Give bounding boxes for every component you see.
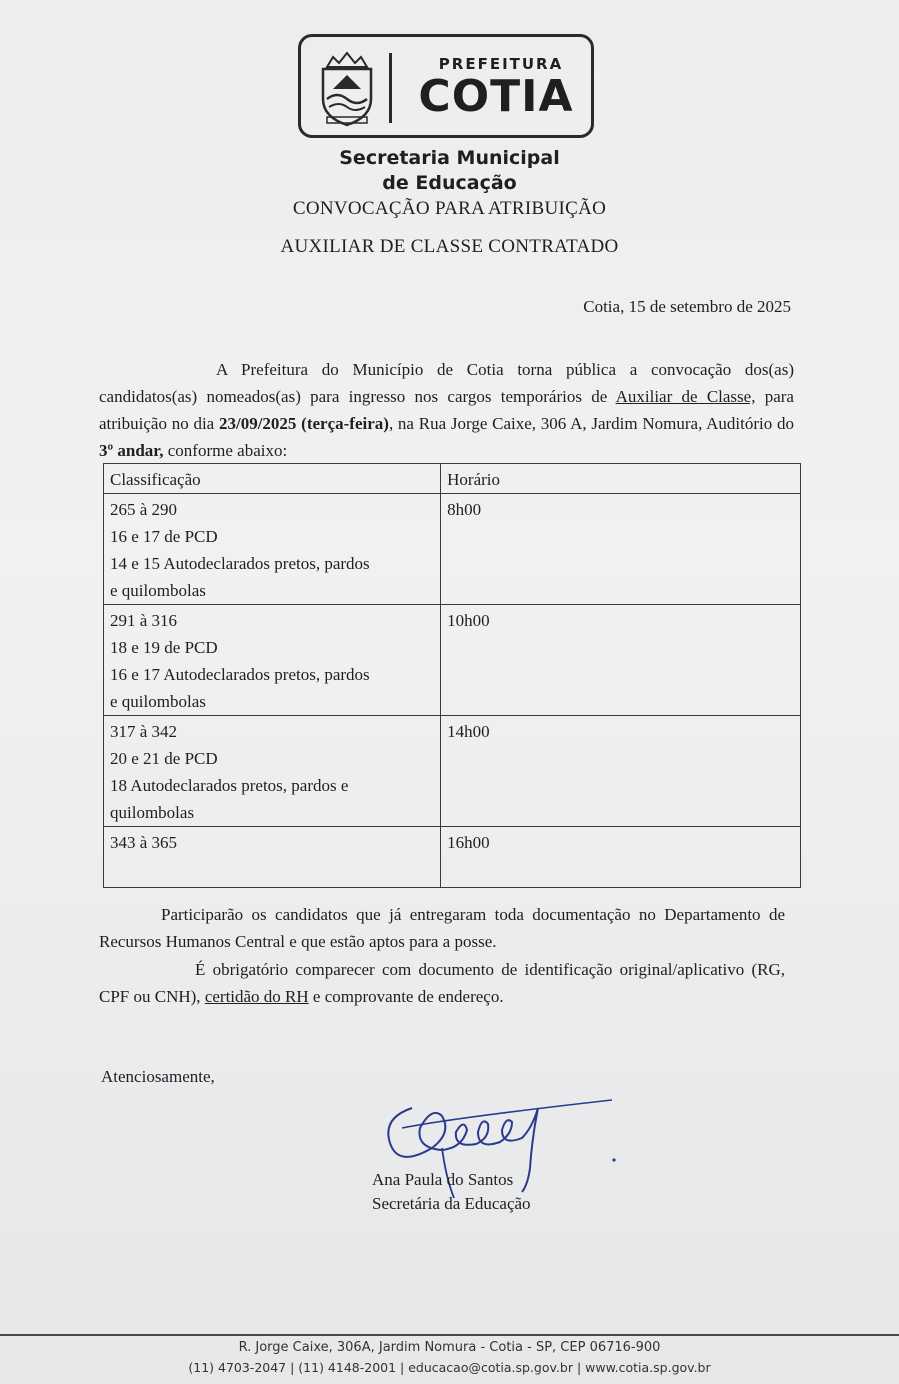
classificacao-line: 317 à 342 — [110, 722, 178, 741]
intro-text-4: conforme abaixo: — [163, 441, 288, 460]
classificacao-line: 16 e 17 Autodeclarados pretos, pardos — [110, 665, 370, 684]
signer-name: Ana Paula do Santos — [372, 1170, 514, 1189]
document-date: Cotia, 15 de setembro de 2025 — [583, 297, 791, 316]
requirements-text-1: É obrigatório comparecer com documento de identificação original/aplicativo (RG, CPF ou CNH), — [99, 960, 785, 1006]
signer-block — [372, 1168, 531, 1216]
horario-cell: 14h00 — [441, 716, 801, 827]
classificacao-line: 18 e 19 de PCD — [110, 638, 218, 657]
heading-convocacao: CONVOCAÇÃO PARA ATRIBUIÇÃO — [292, 198, 607, 219]
intro-floor: 3º andar, — [99, 441, 164, 460]
classificacao-line: e quilombolas — [110, 581, 206, 600]
signer-title: Secretária da Educação — [372, 1194, 531, 1213]
logo-divider — [389, 53, 392, 123]
closing-text: Atenciosamente, — [101, 1067, 215, 1086]
secretaria-line1: Secretaria Municipal — [339, 147, 560, 169]
eligibility-paragraph: Participarão os candidatos que já entregaram toda documentação no Departamento de Recursos Humanos Central e que estão aptos para a posse. — [99, 905, 785, 951]
footer-divider — [0, 1334, 899, 1336]
intro-text-1: A Prefeitura do Município de Cotia torna pública a convocação dos(as) candidatos(as) nomeados(as) para ingresso nos cargos temporários de — [99, 360, 794, 406]
intro-text-3: , na Rua Jorge Caixe, 306 A, Jardim Nomura, Auditório do — [388, 414, 794, 433]
table-row — [104, 716, 801, 827]
classificacao-line: quilombolas — [110, 803, 195, 822]
requirements-certidao: certidão do RH — [204, 987, 309, 1006]
classificacao-line: 291 à 316 — [110, 611, 178, 630]
logo-cotia-text: COTIA — [418, 71, 574, 122]
city-coat-of-arms-icon — [313, 47, 381, 129]
classificacao-cell — [104, 716, 441, 827]
classificacao-line: e quilombolas — [110, 692, 206, 711]
logo-prefeitura-text: PREFEITURA — [438, 55, 564, 73]
classificacao-cell — [104, 827, 441, 888]
table-row — [104, 494, 801, 605]
footer-address: R. Jorge Caixe, 306A, Jardim Nomura - Cotia - SP, CEP 06716-900 — [238, 1340, 661, 1355]
schedule-table — [103, 463, 801, 888]
classificacao-line: 14 e 15 Autodeclarados pretos, pardos — [110, 554, 370, 573]
classificacao-line: 18 Autodeclarados pretos, pardos e — [110, 776, 349, 795]
table-row — [104, 605, 801, 716]
heading-auxiliar: AUXILIAR DE CLASSE CONTRATADO — [280, 236, 619, 257]
classificacao-line: 265 à 290 — [110, 500, 178, 519]
prefeitura-cotia-logo — [298, 34, 594, 138]
classificacao-cell — [104, 494, 441, 605]
footer-contacts: (11) 4703-2047 | (11) 4148-2001 | educacao@cotia.sp.gov.br | www.cotia.sp.gov.br — [188, 1360, 711, 1375]
header-horario: Horário — [441, 464, 801, 494]
intro-text-2: para atribuição no dia — [99, 387, 794, 433]
intro-role: Auxiliar de Classe, — [615, 387, 756, 406]
horario-cell: 10h00 — [441, 605, 801, 716]
secretaria-line2: de Educação — [382, 172, 517, 194]
classificacao-line: 16 e 17 de PCD — [110, 527, 218, 546]
classificacao-line: 20 e 21 de PCD — [110, 749, 218, 768]
requirements-paragraph — [99, 956, 785, 1010]
intro-date: 23/09/2025 (terça-feira) — [218, 414, 389, 433]
intro-paragraph — [99, 356, 794, 464]
requirements-text-2: e comprovante de endereço. — [308, 987, 504, 1006]
classificacao-cell — [104, 605, 441, 716]
table-row — [104, 827, 801, 888]
table-header-row — [104, 464, 801, 494]
classificacao-line: 343 à 365 — [110, 833, 178, 852]
horario-cell: 8h00 — [441, 494, 801, 605]
header-classificacao: Classificação — [104, 464, 441, 494]
horario-cell: 16h00 — [441, 827, 801, 888]
